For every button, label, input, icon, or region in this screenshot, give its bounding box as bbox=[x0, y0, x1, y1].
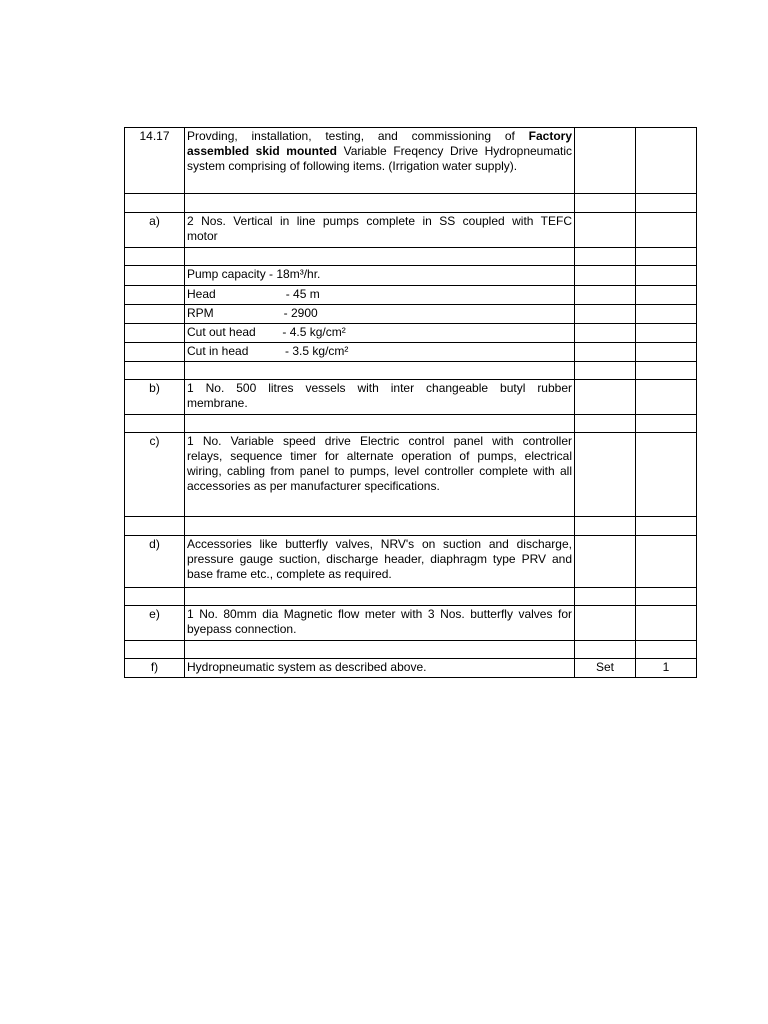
sub-item-label-b: b) bbox=[125, 380, 185, 415]
sub-item-label-f: f) bbox=[125, 659, 185, 678]
spacer-row bbox=[125, 415, 697, 433]
table-row-item-14-17 bbox=[125, 128, 697, 194]
bill-of-quantities-table bbox=[124, 127, 697, 678]
spec-pump-capacity: Pump capacity - 18m³/hr. bbox=[185, 266, 575, 286]
spec-row-rpm bbox=[125, 305, 697, 324]
table-row-d bbox=[125, 536, 697, 588]
unit-cell bbox=[575, 128, 636, 194]
sub-item-description-f: Hydropneumatic system as described above. bbox=[185, 659, 575, 678]
spacer-row bbox=[125, 517, 697, 536]
desc-e-line1: 1 No. 80mm dia Magnetic flow meter with 3 Nos. butterfly valves for bbox=[187, 607, 572, 621]
table-row-b bbox=[125, 380, 697, 415]
spacer-row bbox=[125, 194, 697, 213]
spec-rpm: RPM - 2900 bbox=[185, 305, 575, 324]
spec-head: Head - 45 m bbox=[185, 286, 575, 305]
spacer-row bbox=[125, 588, 697, 606]
item-desc-line1a: Provding, installation, testing, and commissioning of bbox=[187, 129, 529, 143]
item-description bbox=[185, 128, 575, 194]
quantity-value: 1 bbox=[636, 659, 697, 678]
unit-value: Set bbox=[575, 659, 636, 678]
desc-d-line3: base frame etc., complete as required. bbox=[187, 567, 392, 581]
table-row-e bbox=[125, 606, 697, 641]
desc-e-line2: byepass connection. bbox=[187, 622, 297, 636]
spec-cut-out-head: Cut out head - 4.5 kg/cm² bbox=[185, 324, 575, 343]
desc-a-line1: 2 Nos. Vertical in line pumps complete in SS coupled with TEFC bbox=[187, 214, 572, 228]
sub-item-description-e bbox=[185, 606, 575, 641]
desc-d-line1: Accessories like butterfly valves, NRV's on suction and discharge, bbox=[187, 537, 572, 551]
desc-c-line4: accessories as per manufacturer specifications. bbox=[187, 479, 440, 493]
item-desc-line2b: Variable Freqency Drive Hydropneumatic bbox=[336, 144, 573, 158]
spec-row-head bbox=[125, 286, 697, 305]
spec-row-capacity bbox=[125, 266, 697, 286]
sub-item-label-c: c) bbox=[125, 433, 185, 517]
item-number: 14.17 bbox=[125, 128, 185, 194]
quantity-cell bbox=[636, 128, 697, 194]
sub-item-label-a: a) bbox=[125, 213, 185, 248]
desc-c-line1: 1 No. Variable speed drive Electric control panel with controller bbox=[187, 434, 572, 448]
desc-c-line3: wiring, cabling from panel to pumps, level controller complete with all bbox=[187, 464, 572, 478]
spacer-row bbox=[125, 362, 697, 380]
spec-row-cut-in bbox=[125, 343, 697, 362]
spacer-row bbox=[125, 248, 697, 266]
desc-c-line2: relays, sequence timer for alternate operation of pumps, electrical bbox=[187, 449, 572, 463]
desc-b-line2: membrane. bbox=[187, 396, 248, 410]
spacer-row bbox=[125, 641, 697, 659]
item-desc-line3: system comprising of following items. (Irrigation water supply). bbox=[187, 159, 518, 173]
spec-row-cut-out bbox=[125, 324, 697, 343]
table-row-f bbox=[125, 659, 697, 678]
sub-item-description-c bbox=[185, 433, 575, 517]
table-row-a bbox=[125, 213, 697, 248]
desc-b-line1: 1 No. 500 litres vessels with inter changeable butyl rubber bbox=[187, 381, 572, 395]
sub-item-label-e: e) bbox=[125, 606, 185, 641]
sub-item-label-d: d) bbox=[125, 536, 185, 588]
item-desc-line1b: Factory bbox=[528, 129, 572, 143]
sub-item-description-b bbox=[185, 380, 575, 415]
sub-item-description-d bbox=[185, 536, 575, 588]
table-row-c bbox=[125, 433, 697, 517]
sub-item-description-a bbox=[185, 213, 575, 248]
desc-d-line2: pressure gauge suction, discharge header, diaphragm type PRV and bbox=[187, 552, 572, 566]
spec-cut-in-head: Cut in head - 3.5 kg/cm² bbox=[185, 343, 575, 362]
item-desc-line2a: assembled skid mounted bbox=[187, 144, 337, 158]
desc-a-line2: motor bbox=[187, 229, 218, 243]
